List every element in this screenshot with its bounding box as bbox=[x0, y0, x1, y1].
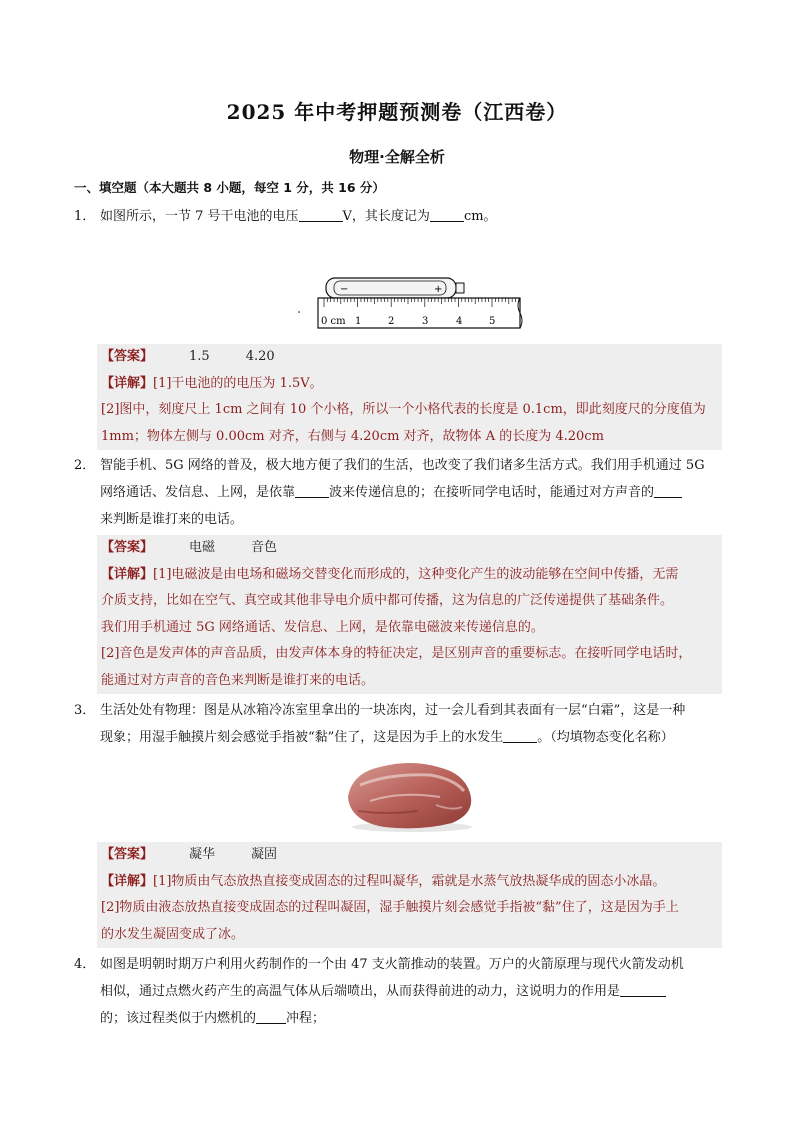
answer-blank[interactable] bbox=[620, 982, 666, 997]
detail-text: 介质支持，比如在空气、真空或其他非导电介质中都可传播，这为信息的广泛传递提供了基础条件。 bbox=[101, 593, 674, 608]
question-number: 4． bbox=[74, 957, 96, 972]
answer-blank[interactable] bbox=[503, 728, 537, 743]
detail-text: 1mm；物体左侧与 0.00cm 对齐，右侧与 4.20cm 对齐，故物体 A 的长度为 4.20cm bbox=[101, 428, 604, 444]
ruler-label: 5 bbox=[489, 316, 496, 327]
question-text: 的；该过程类似于内燃机的 bbox=[100, 1011, 257, 1026]
question-text: 冲程； bbox=[286, 1011, 326, 1026]
detail-tag: 【详解】 bbox=[101, 375, 154, 391]
detail-text: [2]图中，刻度尺上 1cm 之间有 10 个小格，所以一个小格代表的长度是 0.1cm，即此刻度尺的分度值为 bbox=[101, 402, 706, 417]
answer-value: 音色 bbox=[251, 540, 278, 555]
frozen-meat-image bbox=[340, 755, 480, 837]
detail-tag: 【详解】 bbox=[101, 873, 154, 889]
question-1 bbox=[74, 203, 724, 230]
battery-ruler-figure bbox=[296, 272, 526, 338]
question-text: V，其长度记为 bbox=[342, 209, 430, 224]
answer-box-2 bbox=[97, 535, 722, 694]
question-text: 波来传递信息的；在接听同学电话时，能通过对方声音的 bbox=[329, 485, 655, 500]
question-number: 2． bbox=[74, 458, 96, 473]
detail-text: [2]物质由液态放热直接变成固态的过程叫凝固，湿手触摸片刻会感觉手指被“黏”住了，这是因为手上 bbox=[101, 900, 679, 915]
answer-box-3 bbox=[97, 842, 722, 948]
question-text: 网络通话、发信息、上网，是依靠 bbox=[100, 485, 296, 500]
ruler-label: 4 bbox=[456, 316, 463, 327]
battery-minus-label: − bbox=[340, 284, 349, 295]
detail-text: [1]物质由气态放热直接变成固态的过程叫凝华，霜就是水蒸气放热凝华成的固态小冰晶。 bbox=[153, 873, 666, 889]
answer-tag: 【答案】 bbox=[101, 847, 154, 862]
answer-blank[interactable] bbox=[299, 207, 343, 222]
page-subtitle: 物理·全解全析 bbox=[349, 148, 445, 166]
detail-text: 我们用手机通过 5G 网络通话、发信息、上网，是依靠电磁波来传递信息的。 bbox=[101, 619, 544, 635]
ruler-label: 2 bbox=[388, 316, 395, 327]
question-text: 。（均填物态变化名称） bbox=[537, 730, 674, 745]
question-number: 1． bbox=[74, 209, 96, 224]
ruler-label: 3 bbox=[422, 316, 429, 327]
answer-value: 电磁 bbox=[189, 540, 216, 555]
detail-text: [1]电磁波是由电场和磁场交替变化而形成的，这种变化产生的波动能够在空间中传播，无需 bbox=[153, 566, 679, 582]
answer-blank[interactable] bbox=[430, 207, 464, 222]
answer-value: 凝华 bbox=[189, 847, 216, 862]
answer-tag: 【答案】 bbox=[101, 540, 154, 555]
answer-value: 1.5 bbox=[189, 349, 210, 364]
page-title: 2025 年中考押题预测卷（江西卷） bbox=[226, 100, 568, 124]
question-text: 来判断是谁打来的电话。 bbox=[100, 512, 244, 527]
ruler-label: 1 bbox=[355, 316, 362, 327]
question-number: 3． bbox=[74, 703, 96, 718]
ruler-label: 0 cm bbox=[321, 316, 346, 327]
answer-value: 凝固 bbox=[251, 847, 278, 862]
detail-tag: 【详解】 bbox=[101, 566, 154, 582]
question-text: cm。 bbox=[463, 209, 497, 224]
question-text: 相似，通过点燃火药产生的高温气体从后端喷出，从而获得前进的动力，这说明力的作用是 bbox=[100, 984, 621, 999]
question-text: 现象；用湿手触摸片刻会感觉手指被“黏”住了，这是因为手上的水发生 bbox=[100, 730, 504, 745]
question-3 bbox=[74, 697, 724, 751]
question-text: 如图是明朝时期万户利用火药制作的一个由 47 支火箭推动的装置。万户的火箭原理与现代火箭发动机 bbox=[100, 957, 684, 972]
detail-text: [1]干电池的的电压为 1.5V。 bbox=[153, 375, 323, 391]
detail-text: 的水发生凝固变成了冰。 bbox=[101, 926, 245, 942]
answer-value: 4.20 bbox=[245, 349, 275, 364]
answer-tag: 【答案】 bbox=[101, 349, 154, 364]
detail-text: 能通过对方声音的音色来判断是谁打来的电话。 bbox=[101, 672, 375, 688]
answer-blank[interactable] bbox=[256, 1009, 286, 1024]
answer-box-1 bbox=[97, 344, 722, 450]
section-heading: 一、填空题（本大题共 8 小题，每空 1 分，共 16 分） bbox=[74, 180, 385, 195]
question-text: 智能手机、5G 网络的普及，极大地方便了我们的生活，也改变了我们诸多生活方式。我们用手机通过 5G bbox=[100, 458, 705, 473]
question-2 bbox=[74, 452, 724, 533]
question-text: 如图所示，一节 7 号干电池的电压 bbox=[100, 209, 299, 224]
detail-text: [2]音色是发声体的声音品质，由发声体本身的特征决定，是区别声音的重要标志。在接听同学电话时， bbox=[101, 646, 692, 661]
answer-blank[interactable] bbox=[295, 483, 329, 498]
battery-plus-label: + bbox=[434, 284, 443, 295]
question-4 bbox=[74, 951, 724, 1032]
answer-blank[interactable] bbox=[654, 483, 682, 498]
question-text: 生活处处有物理：图是从冰箱冷冻室里拿出的一块冻肉，过一会儿看到其表面有一层“白霜”，这是一种 bbox=[100, 703, 686, 718]
